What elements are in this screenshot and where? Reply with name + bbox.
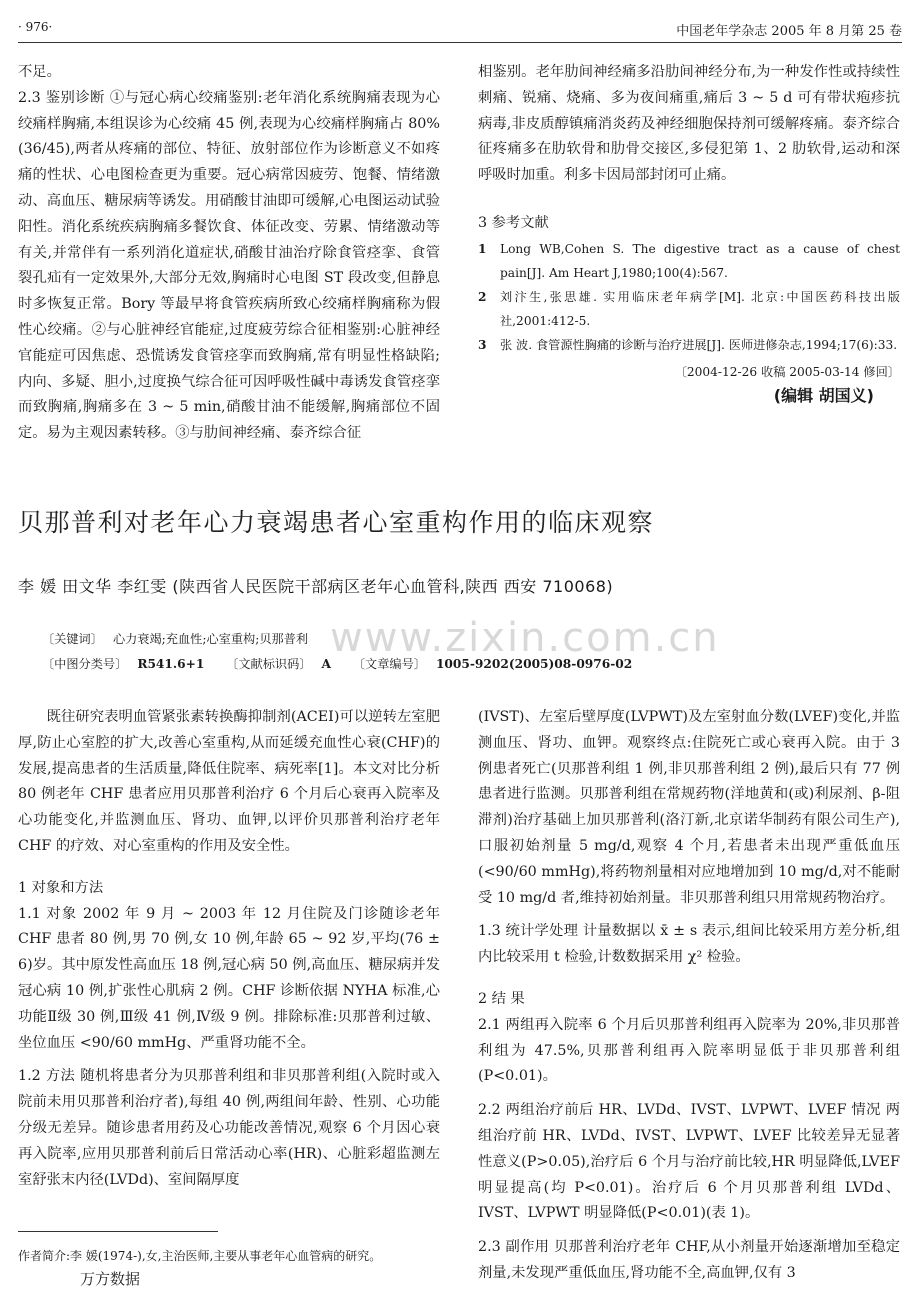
body-paragraph: 1.3 统计学处理 计量数据以 x̄ ± s 表示,组间比较采用方差分析,组内比较采用 t 检验,计数数据采用 χ² 检验。 — [478, 923, 900, 966]
keywords-line — [42, 630, 308, 647]
header-rule — [18, 42, 902, 43]
section-heading: 1 对象和方法 — [18, 879, 104, 896]
body-paragraph: 2.3 副作用 贝那普利治疗老年 CHF,从小剂量开始逐渐增加至稳定剂量,未发现严重低血压,肾功能不全,高血钾,仅有 3 — [478, 1239, 900, 1281]
wanfang-logo-text: 万方数据 — [80, 1270, 141, 1288]
reference-text: 张 波. 食管源性胸痛的诊断与治疗进展[J]. 医师进修杂志,1994;17(6):33. — [500, 337, 898, 352]
article-right-column — [478, 705, 900, 1287]
article-title: 贝那普利对老年心力衰竭患者心室重构作用的临床观察 — [18, 508, 655, 537]
watermark: www.zixin.com.cn — [330, 615, 720, 661]
reference-item — [478, 333, 900, 357]
reference-number: 1 — [478, 241, 487, 256]
reference-number: 2 — [478, 289, 487, 304]
body-paragraph: (IVST)、左室后壁厚度(LVPWT)及左室射血分数(LVEF)变化,并监测血压、肾功、血钾。观察终点:住院死亡或心衰再入院。由于 3 例患者死亡(贝那普利组 1 例,非贝那普利组 2 例),最后只有 77 例患者进行监测。贝那普利组在常规药物(洋地黄和(或)利尿剂、β-阻滞剂)治疗基础上加贝那普利(洛汀新,北京诺华制药有限公司生产),口服初始剂量 5 mg/d,观察 4 个月,若患者未出现严重低血压(<90/60 mmHg),将药物剂量相对应地增加到 10 mg/d,对不能耐受 10 mg/d 者,维持初始剂量。非贝那普利组只用常规药物治疗。 — [478, 709, 900, 906]
reference-number: 3 — [478, 337, 487, 352]
keywords: 心力衰竭;充血性;心室重构;贝那普利 — [112, 632, 309, 646]
reference-text: Long WB,Cohen S. The digestive tract as a cause of chest pain[J]. Am Heart J,1980;100(4):567. — [500, 241, 900, 280]
references-heading: 3 参考文献 — [478, 214, 549, 231]
prev-paragraph: 不足。 — [18, 64, 61, 80]
doc-code: A — [321, 657, 331, 671]
reference-item — [478, 237, 900, 285]
article-id: 1005-9202(2005)08-0976-02 — [435, 657, 633, 671]
body-paragraph: 2.2 两组治疗前后 HR、LVDd、IVST、LVPWT、LVEF 情况 两组治疗前 HR、LVDd、IVST、LVPWT、LVEF 比较差异无显著性意义(P>0.05),治疗后 6 个月与治疗前比较,HR 明显降低,LVEF 明显提高(均 P<0.01)。治疗后 6 个月贝那普利组 LVDd、IVST、LVPWT 明显降低(P<0.01)(表 1)。 — [478, 1102, 900, 1222]
article-left-column — [18, 705, 440, 1193]
body-paragraph: 既往研究表明血管紧张素转换酶抑制剂(ACEI)可以逆转左室肥厚,防止心室腔的扩大,改善心室重构,从而延缓充血性心衰(CHF)的发展,提高患者的生活质量,降低住院率、病死率[1]。本文对比分析 80 例老年 CHF 患者应用贝那普利治疗 6 个月后心衰再入院率及心功能变化,并监测血压、肾功、血钾,以评价贝那普利治疗老年 CHF 的疗效、对心室重构的作用及安全性。 — [18, 709, 440, 854]
page-number: · 976· — [18, 20, 53, 34]
editor-credit: (编辑 胡国义) — [773, 385, 874, 405]
prev-paragraph: 相鉴别。老年肋间神经痛多沿肋间神经分布,为一种发作性或持续性刺痛、锐痛、烧痛、多为夜间痛重,痛后 3 ~ 5 d 可有带状疱疹抗 病毒,非皮质醇镇痛消炎药及神经细胞保持剂可缓解疼痛。泰齐综合征疼痛多在肋软骨和肋骨交接区,多侵犯第 1、2 肋软骨,运动和深呼吸时加重。利多卡因局部封闭可止痛。 — [478, 64, 900, 184]
body-paragraph: 1.1 对象 2002 年 9 月 ~ 2003 年 12 月住院及门诊随诊老年 CHF 患者 80 例,男 70 例,女 10 例,年龄 65 ~ 92 岁,平均(76 ± 6)岁。其中原发性高血压 18 例,冠心病 50 例,高血压、糖尿病并发冠心病 10 例,扩张性心肌病 2 例。CHF 诊断依据 NYHA 标准,心功能Ⅱ级 30 例,Ⅲ级 41 例,Ⅳ级 9 例。排除标准:贝那普利过敏、坐位血压 <90/60 mmHg、严重肾功能不全。 — [18, 905, 440, 1051]
article-id-label: 〔文章编号〕 — [352, 657, 426, 671]
body-paragraph: 2.1 两组再入院率 6 个月后贝那普利组再入院率为 20%,非贝那普利组为 47.5%,贝那普利组再入院率明显低于非贝那普利组(P<0.01)。 — [478, 1016, 900, 1085]
section-heading: 2 结 果 — [478, 990, 525, 1007]
keywords-label: 〔关键词〕 — [42, 632, 103, 646]
prev-paragraph: 2.3 鉴别诊断 ①与冠心病心绞痛鉴别:老年消化系统胸痛表现为心绞痛样胸痛,本组误诊为心绞痛 45 例,表现为心绞痛样胸痛占 80%(36/45),两者从疼痛的部位、特征、放射部位作为诊断意义不如疼痛的性状、心电图检查更为重要。冠心病常因疲劳、饱餐、情绪激动、高血压、糖尿病等诱发。用硝酸甘油即可缓解,心电图运动试验阳性。消化系统疾病胸痛多餐饮食、体征改变、劳累、情绪激动等有关,并常伴有一系列消化道症状,硝酸甘油治疗除食管痉挛、食管裂孔疝有一定效果外,大部分无效,胸痛时心电图 ST 段改变,但静息时多恢复正常。Bory 等最早将食管疾病所致心绞痛样胸痛称为假性心绞痛。②与心脏神经官能症,过度疲劳综合征相鉴别:心脏神经官能症可因焦虑、恐慌诱发食管痉挛而致胸痛,常有明显性格缺陷;内向、多疑、胆小,过度换气综合征可因呼吸性碱中毒诱发食管痉挛而致胸痛,胸痛多在 3 ~ 5 min,硝酸甘油不能缓解,胸痛部位不固定。易为主观因素转移。③与肋间神经痛、泰齐综合征 — [18, 89, 440, 442]
received-dates: 〔2004-12-26 收稿 2005-03-14 修回〕 — [674, 364, 900, 379]
journal-issue: 中国老年学杂志 2005 年 8 月第 25 卷 — [676, 24, 902, 39]
body-paragraph: 1.2 方法 随机将患者分为贝那普利组和非贝那普利组(入院时或入院前未用贝那普利治疗者),每组 40 例,两组间年龄、性别、心功能分级无差异。随诊患者用药及心功能改善情况,观察 6 个月因心衰再入院率,应用贝那普利前后日常活动心率(HR)、心脏彩超监测左室舒张末内径(LVDd)、室间隔厚度 — [18, 1068, 440, 1188]
reference-item — [478, 285, 900, 333]
author-footnote: 作者简介:李 媛(1974-),女,主治医师,主要从事老年心血管病的研究。 — [18, 1249, 382, 1263]
article-authors: 李 媛 田文华 李红雯 (陕西省人民医院干部病区老年心血管科,陕西 西安 710068) — [18, 577, 614, 596]
doc-code-label: 〔文献标识码〕 — [226, 657, 312, 671]
clc-code: R541.6+1 — [137, 657, 205, 671]
classification-line — [42, 655, 632, 672]
clc-label: 〔中图分类号〕 — [42, 657, 128, 671]
prev-article-left-column — [18, 60, 440, 447]
reference-text: 刘汴生,张思雄. 实用临床老年病学[M]. 北京:中国医药科技出版社,2001:412-5. — [500, 289, 900, 328]
reference-list — [478, 237, 900, 357]
footnote-rule — [18, 1231, 218, 1232]
prev-article-right-column — [478, 60, 900, 409]
